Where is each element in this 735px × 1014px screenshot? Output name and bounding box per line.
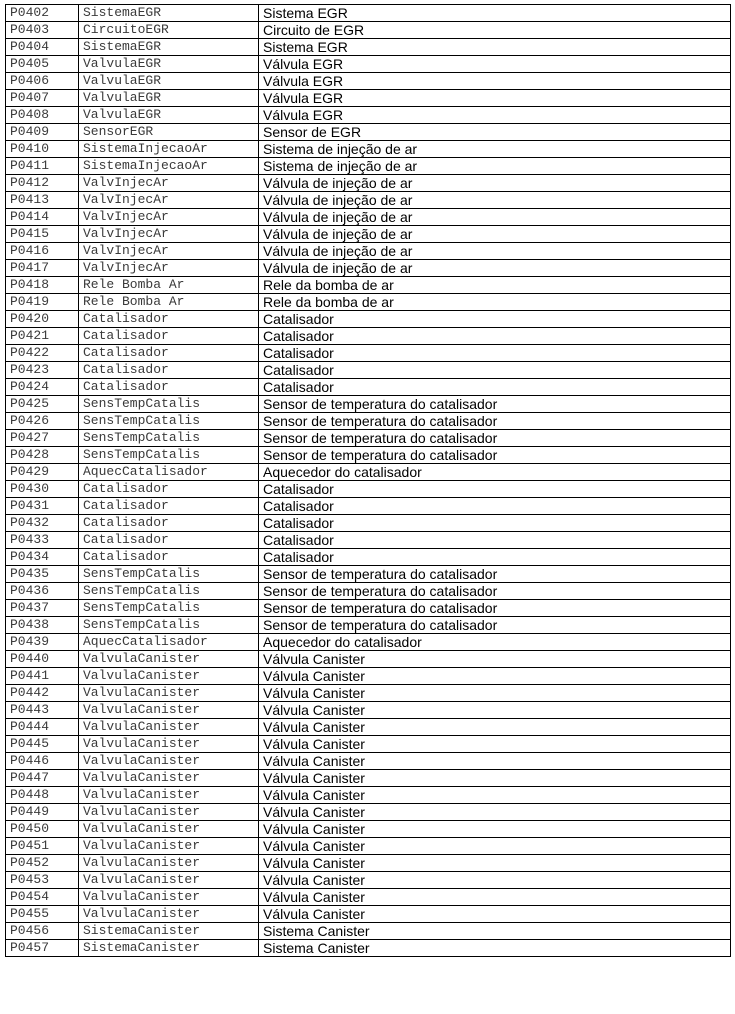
dtc-description-cell: Circuito de EGR	[259, 22, 731, 39]
dtc-description-cell: Válvula de injeção de ar	[259, 260, 731, 277]
dtc-code-cell: P0405	[6, 56, 79, 73]
dtc-code-cell: P0449	[6, 804, 79, 821]
dtc-code-cell: P0437	[6, 600, 79, 617]
dtc-code-cell: P0446	[6, 753, 79, 770]
dtc-abbreviation-cell: SensTempCatalis	[79, 566, 259, 583]
dtc-abbreviation-cell: ValvulaCanister	[79, 719, 259, 736]
dtc-description-cell: Catalisador	[259, 481, 731, 498]
dtc-abbreviation-cell: SensTempCatalis	[79, 583, 259, 600]
dtc-description-cell: Válvula EGR	[259, 56, 731, 73]
dtc-abbreviation-cell: SensorEGR	[79, 124, 259, 141]
table-row	[6, 668, 731, 685]
dtc-description-cell: Sensor de temperatura do catalisador	[259, 447, 731, 464]
table-row	[6, 821, 731, 838]
dtc-description-cell: Válvula Canister	[259, 736, 731, 753]
dtc-code-cell: P0410	[6, 141, 79, 158]
dtc-code-cell: P0428	[6, 447, 79, 464]
dtc-abbreviation-cell: ValvInjecAr	[79, 209, 259, 226]
table-row	[6, 175, 731, 192]
dtc-code-cell: P0451	[6, 838, 79, 855]
dtc-code-cell: P0402	[6, 5, 79, 22]
dtc-code-cell: P0455	[6, 906, 79, 923]
dtc-abbreviation-cell: AquecCatalisador	[79, 464, 259, 481]
dtc-abbreviation-cell: SistemaInjecaoAr	[79, 158, 259, 175]
dtc-code-cell: P0420	[6, 311, 79, 328]
dtc-abbreviation-cell: ValvulaCanister	[79, 685, 259, 702]
dtc-abbreviation-cell: Catalisador	[79, 481, 259, 498]
dtc-code-cell: P0409	[6, 124, 79, 141]
dtc-description-cell: Sensor de temperatura do catalisador	[259, 430, 731, 447]
dtc-description-cell: Válvula Canister	[259, 872, 731, 889]
dtc-code-cell: P0438	[6, 617, 79, 634]
dtc-description-cell: Rele da bomba de ar	[259, 277, 731, 294]
table-row	[6, 5, 731, 22]
dtc-code-cell: P0457	[6, 940, 79, 957]
dtc-code-cell: P0417	[6, 260, 79, 277]
table-row	[6, 617, 731, 634]
dtc-abbreviation-cell: ValvInjecAr	[79, 226, 259, 243]
dtc-code-cell: P0404	[6, 39, 79, 56]
table-row	[6, 532, 731, 549]
dtc-abbreviation-cell: Catalisador	[79, 549, 259, 566]
table-row	[6, 498, 731, 515]
table-row	[6, 583, 731, 600]
dtc-abbreviation-cell: ValvInjecAr	[79, 192, 259, 209]
table-row	[6, 328, 731, 345]
table-row	[6, 889, 731, 906]
dtc-abbreviation-cell: Catalisador	[79, 379, 259, 396]
dtc-code-cell: P0425	[6, 396, 79, 413]
dtc-code-cell: P0435	[6, 566, 79, 583]
dtc-abbreviation-cell: Rele Bomba Ar	[79, 294, 259, 311]
table-row	[6, 209, 731, 226]
dtc-description-cell: Catalisador	[259, 549, 731, 566]
table-row	[6, 158, 731, 175]
dtc-description-cell: Sensor de temperatura do catalisador	[259, 413, 731, 430]
table-row	[6, 702, 731, 719]
dtc-description-cell: Sensor de temperatura do catalisador	[259, 617, 731, 634]
dtc-code-cell: P0439	[6, 634, 79, 651]
dtc-abbreviation-cell: SensTempCatalis	[79, 447, 259, 464]
dtc-description-cell: Válvula Canister	[259, 838, 731, 855]
dtc-description-cell: Aquecedor do catalisador	[259, 464, 731, 481]
table-row	[6, 379, 731, 396]
table-row	[6, 39, 731, 56]
dtc-abbreviation-cell: Catalisador	[79, 515, 259, 532]
dtc-abbreviation-cell: SensTempCatalis	[79, 430, 259, 447]
dtc-code-cell: P0434	[6, 549, 79, 566]
dtc-abbreviation-cell: ValvulaCanister	[79, 872, 259, 889]
dtc-description-cell: Válvula Canister	[259, 719, 731, 736]
dtc-description-cell: Válvula Canister	[259, 906, 731, 923]
dtc-code-cell: P0432	[6, 515, 79, 532]
dtc-abbreviation-cell: AquecCatalisador	[79, 634, 259, 651]
dtc-abbreviation-cell: Catalisador	[79, 498, 259, 515]
dtc-description-cell: Rele da bomba de ar	[259, 294, 731, 311]
dtc-description-cell: Válvula Canister	[259, 668, 731, 685]
table-row	[6, 192, 731, 209]
dtc-description-cell: Válvula Canister	[259, 685, 731, 702]
dtc-abbreviation-cell: ValvulaCanister	[79, 651, 259, 668]
table-row	[6, 634, 731, 651]
dtc-description-cell: Válvula Canister	[259, 770, 731, 787]
dtc-description-cell: Sistema EGR	[259, 39, 731, 56]
dtc-code-cell: P0456	[6, 923, 79, 940]
table-row	[6, 804, 731, 821]
table-row	[6, 124, 731, 141]
dtc-code-cell: P0424	[6, 379, 79, 396]
dtc-description-cell: Válvula Canister	[259, 821, 731, 838]
dtc-abbreviation-cell: ValvulaEGR	[79, 73, 259, 90]
dtc-description-cell: Catalisador	[259, 328, 731, 345]
dtc-code-cell: P0444	[6, 719, 79, 736]
dtc-code-cell: P0412	[6, 175, 79, 192]
table-row	[6, 940, 731, 957]
dtc-code-cell: P0452	[6, 855, 79, 872]
dtc-code-cell: P0450	[6, 821, 79, 838]
dtc-code-cell: P0440	[6, 651, 79, 668]
table-row	[6, 770, 731, 787]
dtc-code-cell: P0447	[6, 770, 79, 787]
table-row	[6, 838, 731, 855]
dtc-code-cell: P0407	[6, 90, 79, 107]
dtc-description-cell: Sensor de temperatura do catalisador	[259, 600, 731, 617]
dtc-code-cell: P0433	[6, 532, 79, 549]
dtc-abbreviation-cell: ValvulaCanister	[79, 753, 259, 770]
dtc-abbreviation-cell: ValvulaCanister	[79, 889, 259, 906]
dtc-description-cell: Sistema Canister	[259, 940, 731, 957]
dtc-description-cell: Sistema de injeção de ar	[259, 158, 731, 175]
table-row	[6, 345, 731, 362]
dtc-description-cell: Válvula de injeção de ar	[259, 226, 731, 243]
table-row	[6, 141, 731, 158]
table-row	[6, 260, 731, 277]
dtc-code-cell: P0418	[6, 277, 79, 294]
dtc-abbreviation-cell: Catalisador	[79, 311, 259, 328]
dtc-description-cell: Válvula Canister	[259, 651, 731, 668]
dtc-code-table	[5, 4, 731, 957]
dtc-description-cell: Válvula de injeção de ar	[259, 243, 731, 260]
dtc-description-cell: Válvula Canister	[259, 702, 731, 719]
dtc-code-cell: P0403	[6, 22, 79, 39]
dtc-code-cell: P0423	[6, 362, 79, 379]
dtc-description-cell: Válvula Canister	[259, 753, 731, 770]
dtc-description-cell: Sensor de temperatura do catalisador	[259, 566, 731, 583]
dtc-code-cell: P0431	[6, 498, 79, 515]
table-row	[6, 736, 731, 753]
table-row	[6, 22, 731, 39]
table-row	[6, 515, 731, 532]
table-row	[6, 243, 731, 260]
dtc-description-cell: Válvula de injeção de ar	[259, 209, 731, 226]
dtc-description-cell: Catalisador	[259, 515, 731, 532]
dtc-code-cell: P0406	[6, 73, 79, 90]
table-row	[6, 447, 731, 464]
dtc-abbreviation-cell: Catalisador	[79, 362, 259, 379]
dtc-description-cell: Válvula Canister	[259, 889, 731, 906]
dtc-description-cell: Válvula Canister	[259, 804, 731, 821]
table-row	[6, 549, 731, 566]
dtc-abbreviation-cell: Rele Bomba Ar	[79, 277, 259, 294]
dtc-code-cell: P0445	[6, 736, 79, 753]
dtc-description-cell: Sensor de temperatura do catalisador	[259, 583, 731, 600]
dtc-abbreviation-cell: Catalisador	[79, 328, 259, 345]
dtc-abbreviation-cell: ValvulaCanister	[79, 855, 259, 872]
dtc-description-cell: Aquecedor do catalisador	[259, 634, 731, 651]
table-row	[6, 753, 731, 770]
dtc-code-table-body	[6, 5, 731, 957]
dtc-description-cell: Catalisador	[259, 379, 731, 396]
dtc-description-cell: Sensor de EGR	[259, 124, 731, 141]
dtc-code-cell: P0442	[6, 685, 79, 702]
dtc-code-cell: P0419	[6, 294, 79, 311]
dtc-abbreviation-cell: ValvulaCanister	[79, 838, 259, 855]
dtc-description-cell: Catalisador	[259, 362, 731, 379]
dtc-code-cell: P0429	[6, 464, 79, 481]
dtc-code-cell: P0448	[6, 787, 79, 804]
dtc-abbreviation-cell: ValvulaCanister	[79, 787, 259, 804]
dtc-abbreviation-cell: CircuitoEGR	[79, 22, 259, 39]
dtc-code-cell: P0426	[6, 413, 79, 430]
dtc-description-cell: Válvula EGR	[259, 73, 731, 90]
dtc-abbreviation-cell: ValvulaEGR	[79, 90, 259, 107]
dtc-abbreviation-cell: ValvulaCanister	[79, 770, 259, 787]
dtc-code-cell: P0441	[6, 668, 79, 685]
dtc-description-cell: Válvula EGR	[259, 90, 731, 107]
table-row	[6, 277, 731, 294]
dtc-code-cell: P0416	[6, 243, 79, 260]
table-row	[6, 787, 731, 804]
table-row	[6, 430, 731, 447]
dtc-abbreviation-cell: Catalisador	[79, 532, 259, 549]
table-row	[6, 311, 731, 328]
dtc-code-cell: P0443	[6, 702, 79, 719]
dtc-description-cell: Sistema Canister	[259, 923, 731, 940]
dtc-abbreviation-cell: SistemaCanister	[79, 940, 259, 957]
table-row	[6, 872, 731, 889]
dtc-description-cell: Válvula de injeção de ar	[259, 175, 731, 192]
dtc-abbreviation-cell: ValvulaCanister	[79, 821, 259, 838]
dtc-description-cell: Catalisador	[259, 532, 731, 549]
table-row	[6, 855, 731, 872]
dtc-abbreviation-cell: SistemaEGR	[79, 5, 259, 22]
dtc-abbreviation-cell: ValvInjecAr	[79, 260, 259, 277]
dtc-code-cell: P0408	[6, 107, 79, 124]
dtc-abbreviation-cell: ValvulaCanister	[79, 668, 259, 685]
table-row	[6, 719, 731, 736]
table-row	[6, 566, 731, 583]
dtc-abbreviation-cell: ValvulaCanister	[79, 736, 259, 753]
dtc-abbreviation-cell: ValvInjecAr	[79, 175, 259, 192]
table-row	[6, 362, 731, 379]
dtc-abbreviation-cell: SensTempCatalis	[79, 413, 259, 430]
dtc-code-cell: P0413	[6, 192, 79, 209]
dtc-abbreviation-cell: ValvulaEGR	[79, 56, 259, 73]
dtc-description-cell: Válvula Canister	[259, 787, 731, 804]
dtc-abbreviation-cell: ValvulaCanister	[79, 804, 259, 821]
dtc-code-cell: P0427	[6, 430, 79, 447]
table-row	[6, 56, 731, 73]
table-row	[6, 481, 731, 498]
dtc-description-cell: Catalisador	[259, 311, 731, 328]
dtc-code-cell: P0453	[6, 872, 79, 889]
table-row	[6, 107, 731, 124]
table-row	[6, 413, 731, 430]
dtc-abbreviation-cell: ValvInjecAr	[79, 243, 259, 260]
dtc-code-cell: P0454	[6, 889, 79, 906]
dtc-code-cell: P0436	[6, 583, 79, 600]
dtc-abbreviation-cell: SistemaInjecaoAr	[79, 141, 259, 158]
dtc-abbreviation-cell: SensTempCatalis	[79, 396, 259, 413]
dtc-abbreviation-cell: SensTempCatalis	[79, 600, 259, 617]
table-row	[6, 90, 731, 107]
dtc-abbreviation-cell: ValvulaCanister	[79, 906, 259, 923]
table-row	[6, 396, 731, 413]
dtc-description-cell: Sensor de temperatura do catalisador	[259, 396, 731, 413]
dtc-description-cell: Sistema de injeção de ar	[259, 141, 731, 158]
dtc-description-cell: Válvula de injeção de ar	[259, 192, 731, 209]
dtc-abbreviation-cell: ValvulaCanister	[79, 702, 259, 719]
dtc-abbreviation-cell: SistemaEGR	[79, 39, 259, 56]
dtc-description-cell: Válvula EGR	[259, 107, 731, 124]
dtc-code-cell: P0414	[6, 209, 79, 226]
table-row	[6, 464, 731, 481]
dtc-code-cell: P0415	[6, 226, 79, 243]
dtc-description-cell: Válvula Canister	[259, 855, 731, 872]
table-row	[6, 685, 731, 702]
table-row	[6, 906, 731, 923]
dtc-abbreviation-cell: SistemaCanister	[79, 923, 259, 940]
table-row	[6, 923, 731, 940]
dtc-description-cell: Sistema EGR	[259, 5, 731, 22]
dtc-abbreviation-cell: SensTempCatalis	[79, 617, 259, 634]
table-row	[6, 294, 731, 311]
table-row	[6, 651, 731, 668]
dtc-code-cell: P0422	[6, 345, 79, 362]
dtc-abbreviation-cell: Catalisador	[79, 345, 259, 362]
table-row	[6, 600, 731, 617]
dtc-description-cell: Catalisador	[259, 345, 731, 362]
dtc-abbreviation-cell: ValvulaEGR	[79, 107, 259, 124]
table-row	[6, 226, 731, 243]
table-row	[6, 73, 731, 90]
dtc-code-cell: P0411	[6, 158, 79, 175]
dtc-code-cell: P0421	[6, 328, 79, 345]
dtc-description-cell: Catalisador	[259, 498, 731, 515]
dtc-code-cell: P0430	[6, 481, 79, 498]
